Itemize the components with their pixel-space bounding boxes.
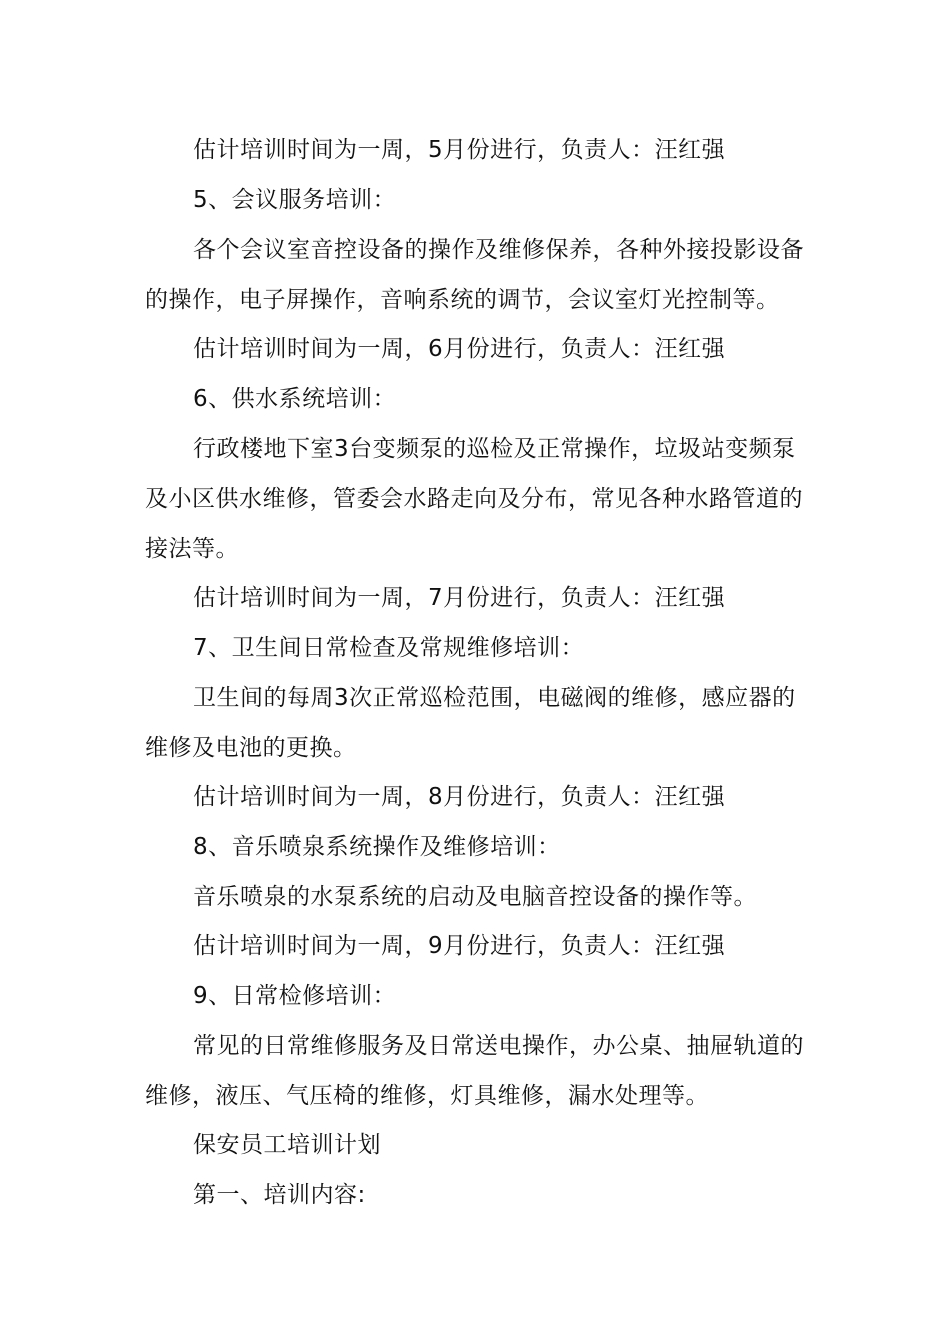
paragraph-schedule-june: 估计培训时间为一周，6月份进行，负责人：汪红强 bbox=[193, 336, 726, 362]
heading-security-staff-training-plan: 保安员工培训计划 bbox=[193, 1132, 381, 1158]
paragraph-schedule-september: 估计培训时间为一周，9月份进行，负责人：汪红强 bbox=[193, 933, 726, 959]
heading-water-supply-training: 6、供水系统培训： bbox=[193, 386, 397, 412]
paragraph-schedule-july: 估计培训时间为一周，7月份进行，负责人：汪红强 bbox=[193, 585, 726, 611]
heading-routine-maintenance-training: 9、日常检修培训： bbox=[193, 983, 397, 1009]
paragraph-water-supply-content: 行政楼地下室3台变频泵的巡检及正常操作，垃圾站变频泵及小区供水维修，管委会水路走向及分布，常见各种水路管道的接法等。 bbox=[145, 436, 803, 562]
paragraph-fountain-content: 音乐喷泉的水泵系统的启动及电脑音控设备的操作等。 bbox=[193, 884, 757, 910]
paragraph-routine-maintenance-content: 常见的日常维修服务及日常送电操作，办公桌、抽屉轨道的维修，液压、气压椅的维修，灯具维修，漏水处理等。 bbox=[145, 1033, 804, 1109]
paragraph-schedule-may: 估计培训时间为一周，5月份进行，负责人：汪红强 bbox=[193, 137, 726, 163]
heading-restroom-training: 7、卫生间日常检查及常规维修培训： bbox=[193, 635, 585, 661]
paragraph-restroom-content: 卫生间的每周3次正常巡检范围，电磁阀的维修，感应器的维修及电池的更换。 bbox=[145, 685, 796, 761]
paragraph-meeting-service-content: 各个会议室音控设备的操作及维修保养，各种外接投影设备的操作，电子屏操作，音响系统的调节，会议室灯光控制等。 bbox=[145, 237, 804, 313]
heading-training-content: 第一、培训内容: bbox=[193, 1182, 366, 1208]
heading-meeting-service-training: 5、会议服务培训： bbox=[193, 187, 397, 213]
paragraph-schedule-august: 估计培训时间为一周，8月份进行，负责人：汪红强 bbox=[193, 784, 726, 810]
heading-fountain-training: 8、音乐喷泉系统操作及维修培训： bbox=[193, 834, 561, 860]
